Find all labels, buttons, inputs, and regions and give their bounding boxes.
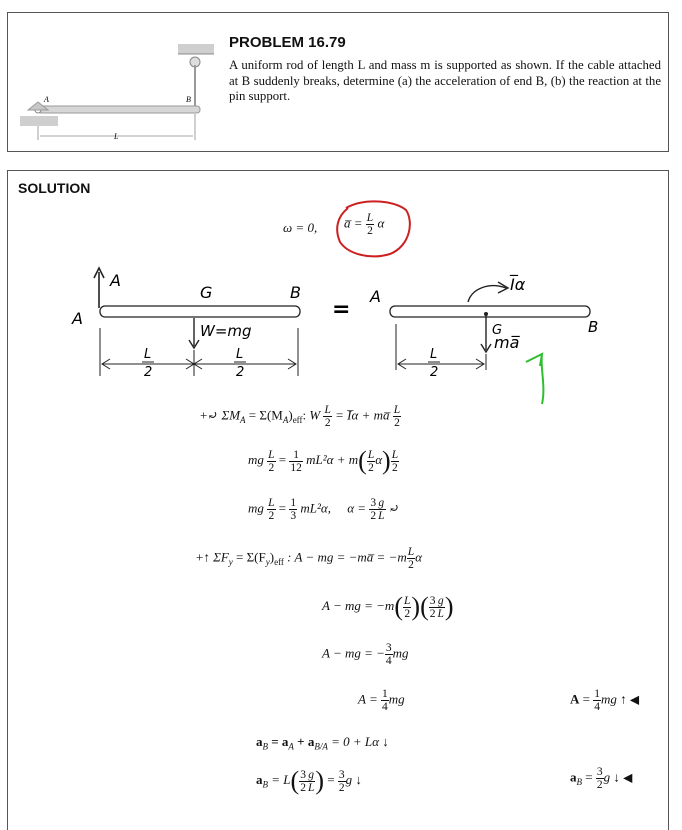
fbd-label-B: B (290, 283, 301, 302)
ground-support (20, 116, 58, 126)
problem-figure (18, 40, 218, 150)
solution-title: SOLUTION (18, 180, 91, 196)
ceiling-support (178, 44, 214, 54)
red-circle-annotation (334, 198, 414, 260)
fbd-label-G: G (200, 283, 213, 302)
fbd-label-B2: B (588, 318, 599, 336)
problem-title: PROBLEM 16.79 (229, 34, 346, 51)
kinematics-omega: ω = 0, (283, 220, 318, 235)
moment-arrow (468, 286, 506, 302)
equation-moment: +⤾ $\Sigma M_A = \Sigma(M_A)_{eff}$: W $\frac{L}{2}$ = I̅α + ma̅ $\frac{L}{2}$ (200, 404, 401, 429)
fbd-L2b-den: 2 (236, 365, 245, 380)
equation-7: A = $\frac{1}{4}$ mg (358, 688, 405, 713)
answer-aB: $a_B$ = $\frac{3}{2}$ g ↓ ◀ (570, 766, 633, 791)
fbd-label-A-up: A (110, 271, 121, 290)
answer-A: A = $\frac{1}{4}$ mg ↑ ◀ (570, 688, 640, 713)
fbd-label-A-right: A (370, 287, 381, 306)
equation-force: +↑ $\Sigma F_y = \Sigma(F_y)_{eff}$ : A − mg = −ma̅ = −m $\frac{L}{2}$ α (196, 546, 422, 571)
kinematics-abar: a̅ = $\frac{L}{2}$ α (344, 212, 385, 237)
equation-9: $a_B = L$( $\frac{3}{2}$ $\frac{g}{L}$ ) = $\frac{3}{2}$ g ↓ (256, 766, 362, 795)
fbd-L2a-den: 2 (144, 365, 153, 380)
fbd-label-ma: ma̅ (494, 333, 520, 352)
fig-label-A: A (44, 95, 49, 104)
fbd-label-A-left: A (72, 309, 83, 328)
equation-3: mg $\frac{L}{2}$ = $\frac{1}{3}$ mL²α, α = $\frac{3}{2}$ $\frac{g}{L}$ ⤾ (248, 497, 400, 522)
equation-5: A − mg = −m( $\frac{L}{2}$ )( $\frac{3}{2}$ $\frac{g}{L}$ ) (322, 592, 454, 621)
rod (38, 106, 200, 113)
fbd-rod-left (100, 306, 300, 317)
fbd-L2b-num: L (236, 347, 244, 362)
fbd-label-G2: G (492, 323, 503, 338)
green-arrow-annotation (526, 354, 543, 404)
free-body-diagrams (60, 258, 620, 408)
equation-8: $a_B = a_A + a_{B/A} = 0 + L\alpha$ ↓ (256, 734, 389, 752)
fbd-L2c-den: 2 (430, 365, 439, 380)
fig-label-L: L (114, 132, 119, 141)
equation-2: mg $\frac{L}{2}$ = $\frac{1}{12}$ mL²α + m( $\frac{L}{2}$ α) $\frac{L}{2}$ (248, 446, 399, 475)
fig-label-B: B (186, 95, 191, 104)
fbd-label-W: W=mg (200, 322, 252, 340)
fbd-L2a-num: L (144, 347, 152, 362)
problem-text: A uniform rod of length L and mass m is supported as shown. If the cable attached at B suddenly breaks, determine (a) the acceleration of end B, (b) the reaction at the pin support. (229, 58, 661, 103)
equation-6: A − mg = − $\frac{3}{4}$ mg (322, 642, 409, 667)
fbd-equals: = (332, 297, 351, 322)
fbd-rod-right (390, 306, 590, 317)
fbd-L2c-num: L (430, 347, 438, 362)
fbd-label-Ia: I̅α (510, 275, 526, 294)
